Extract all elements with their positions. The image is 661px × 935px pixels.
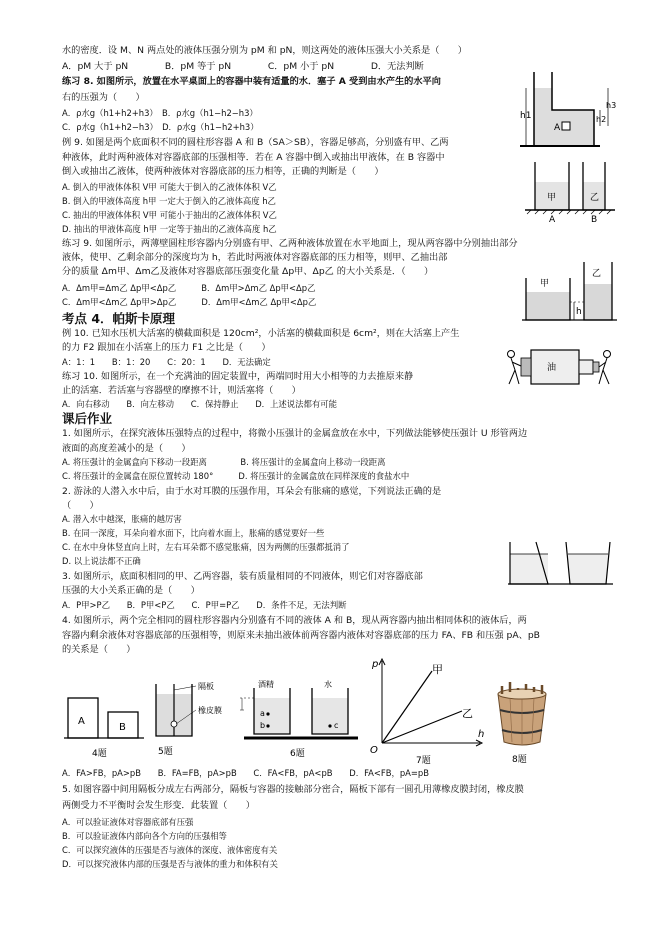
question-hw-2: 2. 游泳的人潜入水中后，由于水对耳膜的压强作用，耳朵会有胀痛的感觉，下列说法正确的是 bbox=[62, 486, 442, 497]
answer-option: B. 在同一深度，耳朵向着水面下，比向着水面上，胀痛的感觉要好一些 bbox=[62, 528, 325, 538]
label-a: a bbox=[260, 709, 265, 718]
question-practice-8: 练习 8. 如图所示，放置在水平桌面上的容器中装有适量的水．塞子 A 受到由水产生的水平向 bbox=[62, 76, 441, 87]
text-line: 的关系是（ ） bbox=[62, 644, 136, 655]
label-c: c bbox=[334, 721, 339, 730]
label-alcohol: 酒精 bbox=[258, 680, 274, 689]
figure-hw-5 bbox=[150, 680, 230, 760]
text-line: 种液体，此时两种液体对容器底部的压强相等．若在 A 容器中倒入或抽出甲液体，在 B 容器中 bbox=[62, 152, 445, 163]
text-line: 水的密度．设 M、N 两点处的液体压强分别为 pM 和 pN，则这两处的液体压强大小关系是（ ） bbox=[62, 45, 467, 56]
answer-options: A：1：1 B：1：20 C：20：1 D．无法确定 bbox=[62, 357, 271, 367]
label-A: A bbox=[78, 716, 85, 727]
answer-options: A．Δm甲=Δm乙 Δp甲<Δp乙 B．Δm甲>Δm乙 Δp甲<Δp乙 bbox=[62, 283, 316, 293]
question-example-10: 例 10. 已知水压机大活塞的横截面积是 120cm²，小活塞的横截面积是 6cm²，则在大活塞上产生 bbox=[62, 328, 460, 339]
text-line: 容器内剩余液体对容器底部的压强相等，则原来未抽出液体前两容器内液体对容器底部的压力 FA、FB 和压强 pA、pB bbox=[62, 630, 540, 641]
answer-options: A．ρ水g（h1+h2+h3） B．ρ水g（h1−h2−h3） bbox=[62, 108, 258, 118]
question-hw-5: 5. 如图容器中间用隔板分成左右两部分，隔板与容器的接触部分密合，隔板下部有一圆孔用薄橡皮膜封闭，橡皮膜 bbox=[62, 784, 524, 795]
answer-option: C. 在水中身体竖直向上时，左右耳朵都不感觉胀痛，因为两侧的压强都抵消了 bbox=[62, 542, 350, 552]
text-line: 右的压强为（ ） bbox=[62, 92, 145, 103]
figure-hw-7 bbox=[366, 655, 486, 765]
answer-option: D. 抽出的甲液体高度 h甲 一定等于抽出的乙液体高度 h乙 bbox=[62, 224, 277, 234]
label-yi: 乙 bbox=[590, 193, 600, 203]
answer-option: B．可以验证液体内部向各个方向的压强相等 bbox=[62, 831, 227, 841]
text-line: 止的活塞．若活塞与容器壁的摩擦不计，则活塞将（ ） bbox=[62, 385, 301, 396]
section-heading: 考点 4．帕斯卡原理 bbox=[62, 311, 176, 326]
question-practice-9: 练习 9. 如图所示，两薄壁圆柱形容器内分别盛有甲、乙两种液体放置在水平地面上，现从两容器中分别抽出部分 bbox=[62, 238, 518, 249]
label-h1: h1 bbox=[520, 111, 532, 121]
text-line: （ ） bbox=[62, 500, 99, 511]
text-line: 分的质量 Δm甲、Δm乙及液体对容器底部压强变化量 Δp甲、Δp乙 的大小关系是．（ ） bbox=[62, 266, 434, 277]
label-h3: h3 bbox=[606, 101, 617, 110]
text-line: 倒入或抽出乙液体，使两种液体对容器底部的压力相等，正确的判断是（ ） bbox=[62, 166, 384, 177]
answer-options: A．FA>FB，pA>pB B．FA=FB，pA>pB C．FA<FB，pA<pB D．FA<FB，pA=pB bbox=[62, 768, 429, 778]
figure-hw-4 bbox=[64, 690, 144, 760]
answer-option: A. 倒入的甲液体体积 V甲 可能大于倒入的乙液体体积 V乙 bbox=[62, 182, 277, 192]
answer-options: A. 将压强计的金属盒向下移动一段距离 B. 将压强计的金属盒向上移动一段距离 bbox=[62, 457, 386, 467]
label-h2: h2 bbox=[596, 115, 607, 124]
figure-hw-3 bbox=[508, 540, 613, 588]
figure-practice-9 bbox=[522, 258, 617, 326]
caption-5: 5题 bbox=[158, 747, 173, 757]
answer-option: D. 以上说法都不正确 bbox=[62, 556, 141, 566]
label-jia: 甲 bbox=[540, 279, 550, 289]
label-h: h bbox=[576, 307, 582, 317]
answer-options: C. 将压强计的金属盒在原位置转动 180° D. 将压强计的金属盒放在同样深度的食盐水中 bbox=[62, 471, 410, 481]
label-oil: 油 bbox=[547, 363, 557, 373]
label-b: b bbox=[260, 721, 266, 730]
answer-option: B. 倒入的甲液体高度 h甲 一定大于倒入的乙液体高度 h乙 bbox=[62, 196, 276, 206]
text-line: 两侧受力不平衡时会发生形变．此装置（ ） bbox=[62, 800, 255, 811]
section-heading-homework: 课后作业 bbox=[62, 411, 113, 426]
answer-options: A．pM 大于 pN B．pM 等于 pN C．pM 小于 pN D．无法判断 bbox=[62, 61, 424, 72]
text-line: 液面的高度差减小的是（ ） bbox=[62, 443, 191, 454]
label-yi: 乙 bbox=[462, 707, 473, 720]
text-line: 压强的大小关系正确的是（ ） bbox=[62, 585, 200, 596]
question-hw-4: 4. 如图所示，两个完全相同的圆柱形容器内分别盛有不同的液体 A 和 B，现从两容器内抽出相同体积的液体后，两 bbox=[62, 615, 527, 626]
label-water: 水 bbox=[324, 680, 332, 689]
answer-option: A．可以验证液体对容器底部有压强 bbox=[62, 817, 194, 827]
question-hw-1: 1. 如图所示，在探究液体压强特点的过程中，将微小压强计的金属盒放在水中，下列做法能够使压强计 U 形管两边 bbox=[62, 428, 528, 439]
origin-label: O bbox=[370, 745, 378, 756]
axis-label-h: h bbox=[478, 729, 485, 740]
figure-hw-8 bbox=[492, 682, 552, 766]
answer-options: A．P甲>P乙 B．P甲<P乙 C．P甲=P乙 D．条件不足，无法判断 bbox=[62, 600, 347, 610]
caption-7: 7题 bbox=[416, 756, 431, 766]
label-jia: 甲 bbox=[547, 193, 557, 203]
caption-4: 4题 bbox=[92, 749, 107, 759]
answer-option: C．可以探究液体的压强是否与液体的深度、液体密度有关 bbox=[62, 845, 278, 855]
label-B: B bbox=[119, 722, 126, 733]
answer-options: C．ρ水g（h1+h2−h3） D．ρ水g（h1−h2+h3） bbox=[62, 122, 259, 132]
caption-8: 8题 bbox=[512, 755, 527, 765]
text-line: 的力 F2 跟加在小活塞上的压力 F1 之比是（ ） bbox=[62, 342, 271, 353]
label-partition: 隔板 bbox=[198, 682, 214, 691]
question-practice-10: 练习 10. 如图所示，在一个充满油的固定装置中，两端同时用大小相等的力去推原来静 bbox=[62, 371, 414, 382]
label-jia: 甲 bbox=[432, 663, 443, 676]
answer-option: C. 抽出的甲液体体积 V甲 可能小于抽出的乙液体体积 V乙 bbox=[62, 210, 277, 220]
answer-options: A．向右移动 B．向左移动 C．保持静止 D．上述说法都有可能 bbox=[62, 399, 338, 409]
label-A: A bbox=[549, 215, 556, 225]
figure-hw-6 bbox=[234, 680, 364, 760]
label-yi: 乙 bbox=[592, 269, 602, 279]
text-line: 液体，使甲、乙剩余部分的深度均为 h，若此时两液体对容器底部的压力相等，则甲、乙抽出部 bbox=[62, 252, 448, 263]
figure-practice-8 bbox=[520, 70, 615, 150]
label-B: B bbox=[591, 215, 598, 225]
axis-label-p: p bbox=[372, 659, 379, 670]
figure-example-9 bbox=[525, 160, 615, 225]
answer-option: A. 潜入水中越深，胀痛的越厉害 bbox=[62, 514, 182, 524]
answer-option: D．可以探究液体内部的压强是否与液体的重力和体积有关 bbox=[62, 859, 278, 869]
caption-6: 6题 bbox=[290, 749, 305, 759]
label-stopper-A: A bbox=[554, 123, 561, 133]
figure-practice-10 bbox=[503, 338, 613, 396]
label-rubber-membrane: 橡皮膜 bbox=[198, 706, 222, 715]
question-hw-3: 3. 如图所示，底面积相同的甲、乙两容器，装有质量相同的不同液体，则它们对容器底部 bbox=[62, 571, 423, 582]
question-example-9: 例 9. 如图是两个底面积不同的圆柱形容器 A 和 B（SA＞SB），容器足够高，分别盛有甲、乙两 bbox=[62, 137, 449, 148]
answer-options: C．Δm甲<Δm乙 Δp甲>Δp乙 D．Δm甲<Δm乙 Δp甲<Δp乙 bbox=[62, 297, 317, 307]
